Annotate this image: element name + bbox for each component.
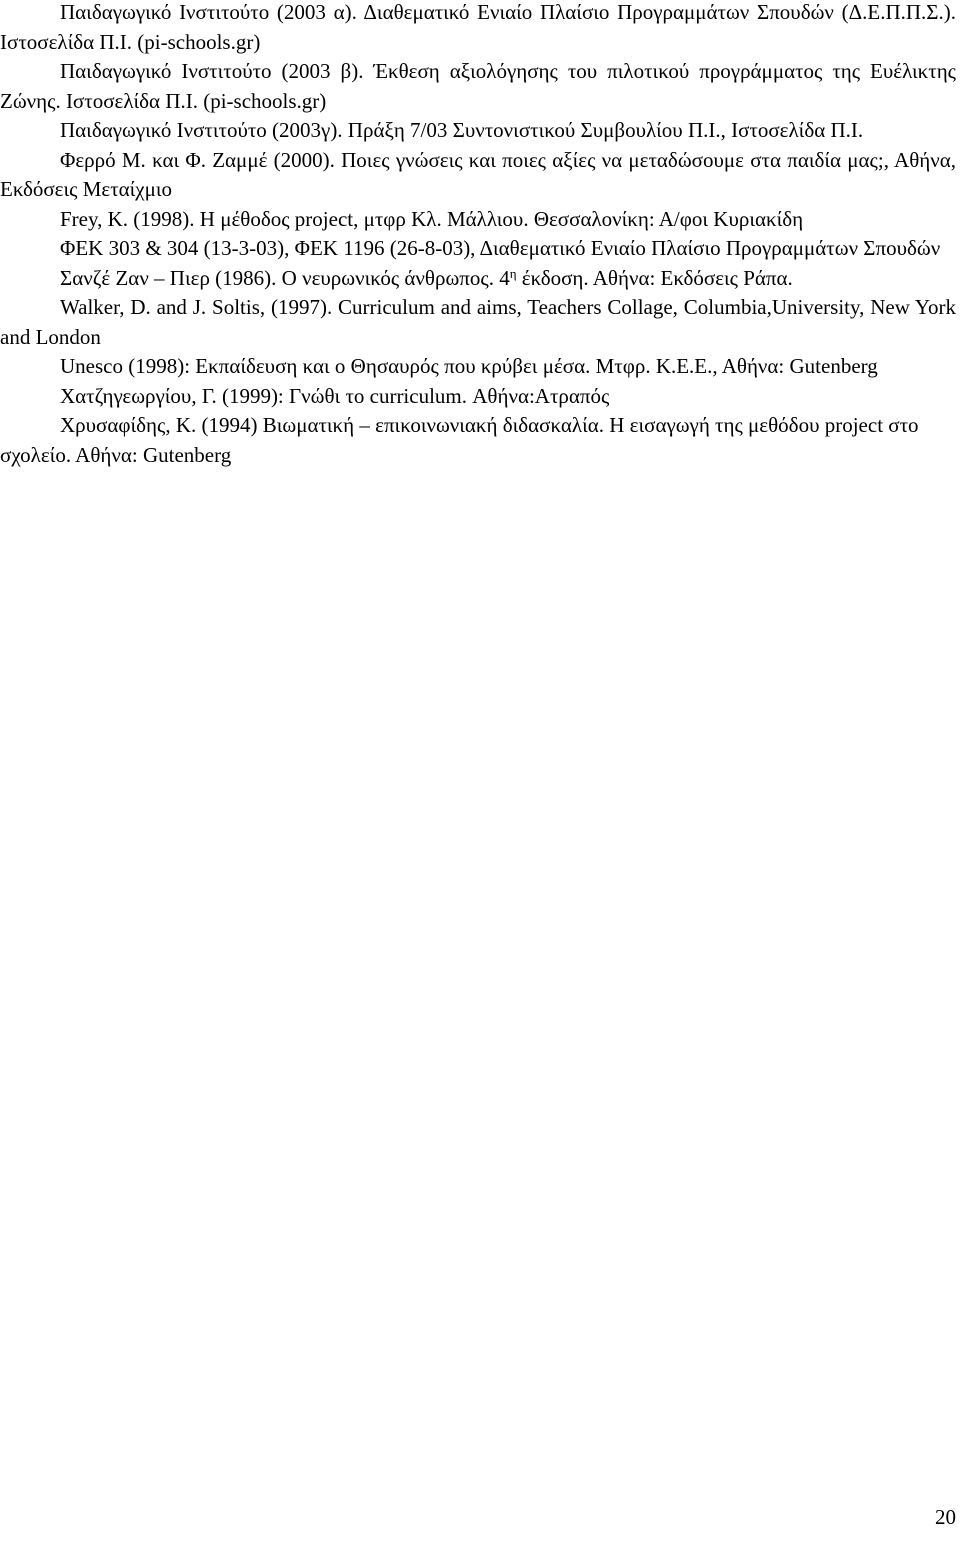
reference-item: Χρυσαφίδης, Κ. (1994) Βιωματική – επικοινωνιακή διδασκαλία. Η εισαγωγή της μεθόδου project στο σχολείο. Αθήνα: Gutenberg (0, 413, 919, 467)
reference-text: έκδοση. Αθήνα: Εκδόσεις Ράπα. (516, 265, 793, 290)
edition-superscript: η (509, 265, 517, 281)
reference-text: Σανζέ Ζαν – Πιερ (1986). Ο νευρωνικός άνθρωπος. 4 (60, 265, 510, 290)
reference-item: Παιδαγωγικό Ινστιτούτο (2003 β). Έκθεση αξιολόγησης του πιλοτικού προγράμματος της Ευέλικτης Ζώνης. Ιστοσελίδα Π.Ι. (pi-schools.gr) (0, 59, 956, 113)
reference-item: Walker, D. and J. Soltis, (1997). Curriculum and aims, Teachers Collage, Columbia,University, New York and London (0, 295, 956, 349)
reference-item: Unesco (1998): Εκπαίδευση και ο Θησαυρός που κρύβει μέσα. Μτφρ. Κ.Ε.Ε., Αθήνα: Gutenberg (60, 354, 878, 378)
reference-item: ΦΕΚ 303 & 304 (13-3-03), ΦΕΚ 1196 (26-8-03), Διαθεματικό Ενιαίο Πλαίσιο Προγραμμάτων Σπουδών (60, 236, 941, 260)
reference-item: Frey, K. (1998). Η μέθοδος project, μτφρ Κλ. Μάλλιου. Θεσσαλονίκη: Α/φοι Κυριακίδη (60, 206, 804, 231)
reference-list (0, 0, 956, 470)
reference-item: Παιδαγωγικό Ινστιτούτο (2003γ). Πράξη 7/03 Συντονιστικού Συμβουλίου Π.Ι., Ιστοσελίδα Π.Ι. (60, 118, 864, 142)
page-number: 20 (935, 1505, 956, 1529)
reference-item: Φερρό Μ. και Φ. Ζαμμέ (2000). Ποιες γνώσεις και ποιες αξίες να μεταδώσουμε στα παιδία μας;, Αθήνα, Εκδόσεις Μεταίχμιο (0, 147, 956, 201)
reference-item: Χατζηγεωργίου, Γ. (1999): Γνώθι το curriculum. Αθήνα:Ατραπός (60, 383, 610, 408)
reference-item: Παιδαγωγικό Ινστιτούτο (2003 α). Διαθεματικό Ενιαίο Πλαίσιο Προγραμμάτων Σπουδών (Δ.Ε.Π.Π.Σ.). Ιστοσελίδα Π.Ι. (pi-schools.gr) (0, 0, 956, 54)
reference-item (0, 264, 956, 294)
